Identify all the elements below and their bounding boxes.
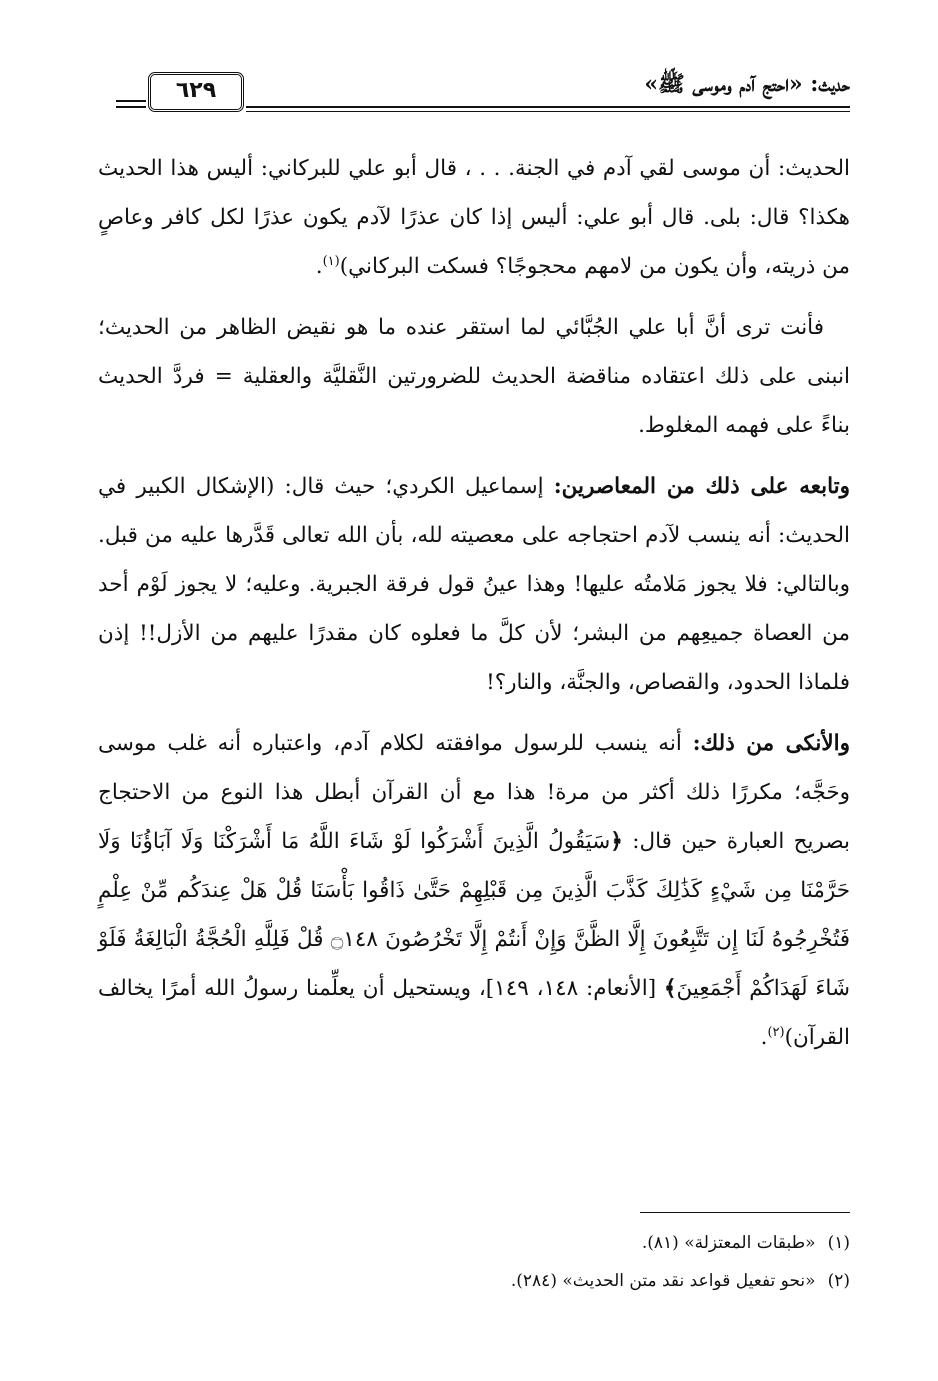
paragraph-4-citation: [الأنعام: ١٤٨، ١٤٩]، ويستحيل أن يعلِّمنا رسولُ الله أمرًا يخالف القرآن) bbox=[98, 976, 850, 1050]
footnote-2 bbox=[98, 1262, 850, 1300]
footnotes bbox=[98, 1224, 850, 1300]
paragraph-1 bbox=[98, 144, 850, 291]
paragraph-2 bbox=[98, 303, 850, 450]
quran-open-bracket: ﴿ bbox=[610, 829, 623, 854]
paragraph-3-text: إسماعيل الكردي؛ حيث قال: (الإشكال الكبير في الحديث: أنه ينسب لآدم احتجاجه على معصيته لله، بأن الله تعالى قَدَّرها عليه من قبل. وبالتالي: فلا يجوز مَلامتُه عليها! وهذا عينُ قول فرقة الجبرية. وعليه؛ لا يجوز لَوْم أحد من العصاة جميعِهم من البشر؛ لأن كلَّ ما فعلوه كان مقدرًا عليهم من الأزل!! إذن فلماذا الحدود، والقصاص، والجنَّة، والنار؟! bbox=[98, 474, 850, 695]
footnote-1 bbox=[98, 1224, 850, 1262]
page-header bbox=[98, 62, 850, 118]
footnote-ref-1: (١) bbox=[322, 253, 340, 269]
paragraph-3-lead: وتابعه على ذلك من المعاصرين: bbox=[553, 474, 850, 499]
paragraph-1-end: . bbox=[315, 254, 323, 279]
running-title: حديث: «احتج آدم وموسى ﷺ» bbox=[644, 71, 850, 97]
footnote-number: (٢) bbox=[827, 1271, 850, 1291]
quran-verse: سَيَقُولُ الَّذِينَ أَشْرَكُوا لَوْ شَاءَ اللَّهُ مَا أَشْرَكْنَا وَلَا آبَاؤُنَا وَلَا حَرَّمْنَا مِن شَيْءٍ كَذَٰلِكَ كَذَّبَ الَّذِينَ مِن قَبْلِهِمْ حَتَّىٰ ذَاقُوا بَأْسَنَا قُلْ هَلْ عِندَكُم مِّنْ عِلْمٍ فَتُخْرِجُوهُ لَنَا إِن تَتَّبِعُونَ إِلَّا الظَّنَّ وَإِنْ أَنتُمْ إِلَّا تَخْرُصُونَ ۝١٤٨ قُلْ فَلِلَّهِ الْحُجَّةُ الْبَالِغَةُ فَلَوْ شَاءَ لَهَدَاكُمْ أَجْمَعِينَ bbox=[98, 829, 850, 1001]
paragraph-2-text: فأنت ترى أنَّ أبا علي الجُبَّائي لما استقر عنده ما هو نقيض الظاهر من الحديث؛ انبنى على ذلك اعتقاده مناقضة الحديث للضرورتين النَّقليَّة والعقلية = فردَّ الحديث بناءً على فهمه المغلوط. bbox=[98, 315, 850, 438]
paragraph-1-text: الحديث: أن موسى لقي آدم في الجنة. . . ، قال أبو علي للبركاني: أليس هذا الحديث هكذا؟ قال: بلى. قال أبو علي: أليس إذا كان عذرًا لآدم يكون عذرًا لكل كافر وعاصٍ من ذريته، وأن يكون من لامهم محجوجًا؟ فسكت البركاني) bbox=[98, 156, 850, 279]
paragraph-4-lead: والأنكى من ذلك: bbox=[692, 731, 850, 756]
footnote-text: «طبقات المعتزلة» (٨١). bbox=[641, 1233, 816, 1253]
footnote-text: «نحو تفعيل قواعد نقد متن الحديث» (٢٨٤). bbox=[510, 1271, 816, 1291]
header-rule bbox=[246, 106, 850, 112]
main-text bbox=[98, 144, 850, 1062]
footnote-ref-2: (٢) bbox=[767, 1024, 785, 1040]
header-rule-short bbox=[116, 100, 146, 108]
paragraph-4-text: أنه ينسب للرسول موافقته لكلام آدم، واعتباره أنه غلب موسى وحَجَّه؛ مكررًا ذلك أكثر من مرة! هذا مع أن القرآن أبطل هذا النوع من الاحتجاج بصريح العبارة حين قال: bbox=[98, 731, 850, 854]
footnote-number: (١) bbox=[827, 1233, 850, 1253]
paragraph-4 bbox=[98, 719, 850, 1062]
page-number: ٦٢٩ bbox=[175, 78, 217, 103]
page-number-frame bbox=[148, 72, 244, 112]
quran-close-bracket: ﴾ bbox=[663, 976, 677, 1001]
paragraph-3 bbox=[98, 462, 850, 707]
footnote-separator bbox=[640, 1212, 850, 1213]
paragraph-4-end: . bbox=[760, 1025, 768, 1050]
